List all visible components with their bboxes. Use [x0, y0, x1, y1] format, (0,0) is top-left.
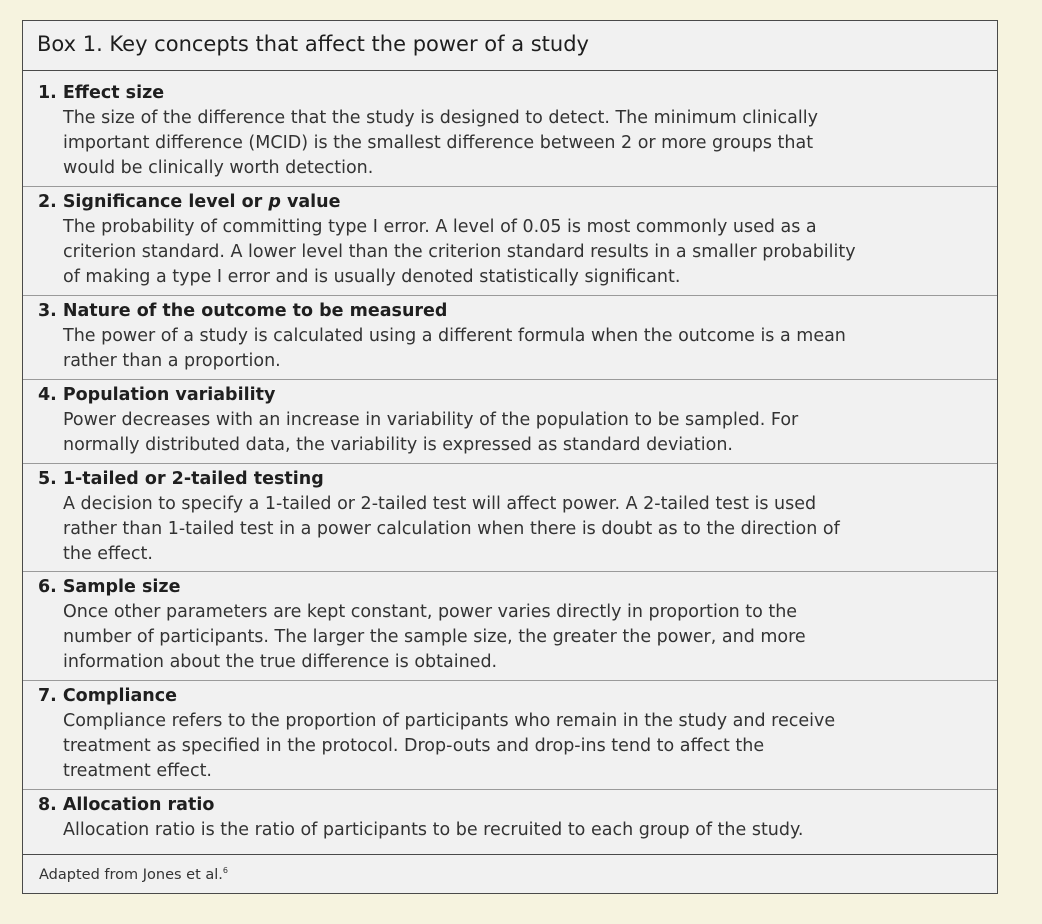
item-heading: Compliance [62, 686, 177, 706]
item-text-line: information about the true difference is obtained. [63, 652, 498, 672]
item-text-line: important difference (MCID) is the smallest difference between 2 or more groups that [63, 133, 814, 153]
item-heading: Allocation ratio [62, 795, 215, 815]
item-number: 1. [38, 83, 57, 103]
item-number: 7. [38, 686, 57, 706]
item-text-line: number of participants. The larger the sample size, the greater the power, and more [63, 627, 806, 647]
concept-item-effect-size [23, 71, 997, 187]
item-title [38, 301, 447, 321]
item-text-line: The size of the difference that the study is designed to detect. The minimum clinically [63, 108, 818, 128]
item-text-line: Once other parameters are kept constant, power varies directly in proportion to the [63, 602, 798, 622]
item-text-line: criterion standard. A lower level than the criterion standard results in a smaller probability [63, 242, 856, 262]
concept-box [22, 20, 998, 894]
item-title [38, 686, 177, 706]
item-title [38, 577, 180, 597]
item-heading: Effect size [62, 83, 165, 103]
concept-item-tailed-testing [23, 464, 997, 572]
item-title [38, 795, 214, 815]
item-heading: Significance level or [62, 192, 269, 212]
concept-item-allocation-ratio [23, 790, 997, 855]
item-text-line: treatment as specified in the protocol. Drop-outs and drop-ins tend to affect the [63, 736, 765, 756]
item-heading-italic: p [268, 192, 281, 212]
item-heading: Sample size [62, 577, 181, 597]
item-text-line: Compliance refers to the proportion of participants who remain in the study and receive [63, 711, 836, 731]
footnote [39, 866, 228, 883]
item-heading-suffix: value [280, 192, 341, 212]
concept-item-significance-level [23, 187, 997, 296]
item-text-line: Power decreases with an increase in variability of the population to be sampled. For [63, 410, 799, 430]
item-number: 4. [38, 385, 57, 405]
item-text-line: would be clinically worth detection. [63, 158, 374, 178]
item-heading: 1-tailed or 2-tailed testing [62, 469, 324, 489]
footnote-reference: 6 [222, 866, 228, 875]
item-number: 8. [38, 795, 57, 815]
item-text-line: the effect. [63, 544, 153, 564]
concept-item-compliance [23, 681, 997, 790]
item-text-line: The probability of committing type I error. A level of 0.05 is most commonly used as a [63, 217, 817, 237]
item-title [38, 469, 324, 489]
item-title [38, 385, 275, 405]
item-title [38, 192, 341, 212]
item-text-line: normally distributed data, the variability is expressed as standard deviation. [63, 435, 733, 455]
item-text-line: A decision to specify a 1-tailed or 2-tailed test will affect power. A 2-tailed test is used [63, 494, 817, 514]
concept-item-sample-size [23, 572, 997, 681]
concept-item-outcome-nature [23, 296, 997, 380]
item-text-line: The power of a study is calculated using a different formula when the outcome is a mean [63, 326, 846, 346]
item-heading: Population variability [62, 385, 276, 405]
item-number: 6. [38, 577, 57, 597]
item-heading: Nature of the outcome to be measured [62, 301, 448, 321]
box-title: Box 1. Key concepts that affect the power of a study [23, 21, 997, 71]
item-text-line: treatment effect. [63, 761, 212, 781]
item-number: 5. [38, 469, 57, 489]
item-title [38, 83, 164, 103]
footnote-text: Adapted from Jones et al. [39, 867, 223, 883]
item-text-line: Allocation ratio is the ratio of participants to be recruited to each group of the study. [63, 820, 804, 840]
item-number: 2. [38, 192, 57, 212]
item-number: 3. [38, 301, 57, 321]
concept-item-population-variability [23, 380, 997, 464]
item-text-line: of making a type I error and is usually denoted statistically significant. [63, 267, 681, 287]
item-text-line: rather than 1-tailed test in a power calculation when there is doubt as to the direction of [63, 519, 840, 539]
item-text-line: rather than a proportion. [63, 351, 281, 371]
